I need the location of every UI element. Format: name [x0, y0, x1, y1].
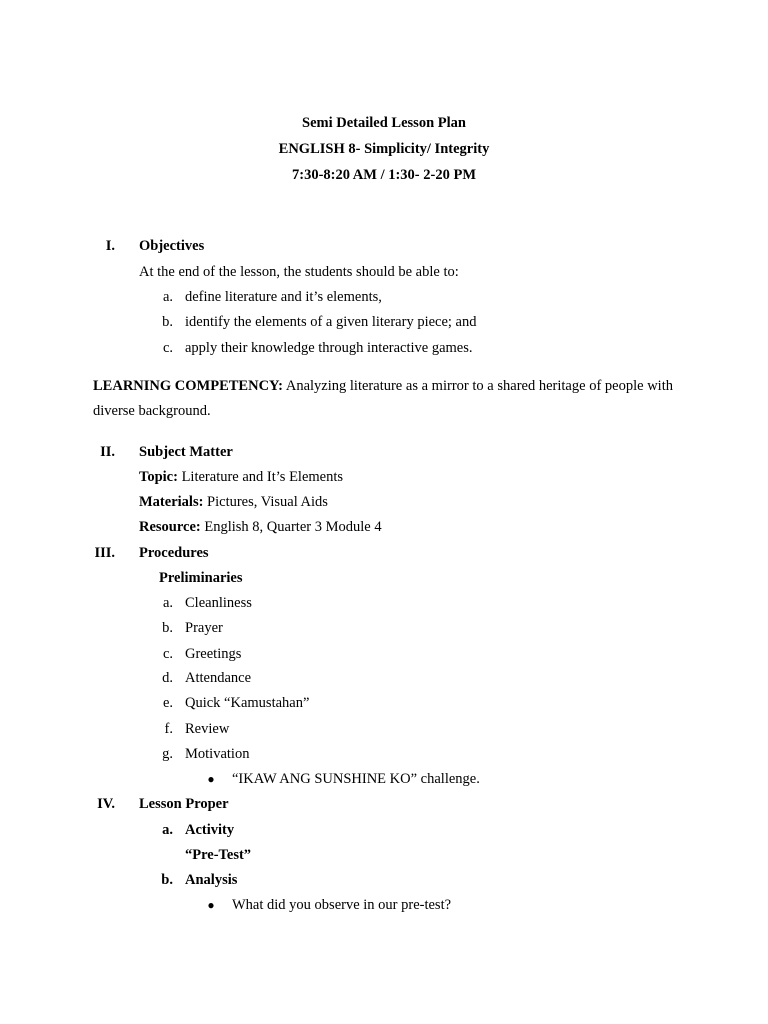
- list-letter: c.: [162, 646, 173, 662]
- section-numeral-4: IV.: [97, 796, 115, 812]
- section-heading-procedures: Procedures: [139, 545, 209, 561]
- section-numeral-3: III.: [94, 545, 115, 561]
- materials-value: Pictures, Visual Aids: [203, 494, 328, 510]
- list-letter: c.: [162, 340, 173, 356]
- list-letter: b.: [162, 620, 173, 636]
- list-item: Cleanliness: [185, 595, 252, 611]
- section-numeral-2: II.: [100, 444, 115, 460]
- list-item: define literature and it’s elements,: [185, 289, 382, 305]
- list-item: Review: [185, 721, 230, 737]
- list-letter: a.: [162, 822, 173, 838]
- motivation-bullet-text: “IKAW ANG SUNSHINE KO” challenge.: [232, 771, 480, 787]
- section-heading-lesson-proper: Lesson Proper: [139, 796, 229, 812]
- materials-label: Materials:: [139, 494, 204, 510]
- document-subject: ENGLISH 8- Simplicity/ Integrity: [278, 141, 490, 157]
- list-item: Attendance: [185, 670, 252, 686]
- resource-value: English 8, Quarter 3 Module 4: [200, 519, 382, 535]
- resource-line: [139, 518, 382, 536]
- list-item: identify the elements of a given literary piece; and: [185, 314, 477, 330]
- list-letter: b.: [162, 314, 173, 330]
- list-letter: e.: [162, 695, 173, 711]
- section-heading-subject-matter: Subject Matter: [139, 444, 233, 460]
- list-letter: a.: [162, 289, 173, 305]
- preliminaries-heading: Preliminaries: [159, 570, 243, 586]
- objectives-intro: At the end of the lesson, the students should be able to:: [139, 264, 459, 280]
- list-letter: b.: [161, 872, 173, 888]
- learning-competency: [93, 374, 673, 424]
- analysis-heading: Analysis: [185, 872, 238, 888]
- competency-label: LEARNING COMPETENCY:: [93, 378, 284, 394]
- competency-text: Analyzing literature as a mirror to a shared heritage of people with diverse background.: [93, 378, 673, 419]
- section-numeral-1: I.: [105, 238, 115, 254]
- list-letter: g.: [162, 746, 173, 762]
- list-letter: a.: [162, 595, 173, 611]
- topic-line: [139, 468, 343, 486]
- bullet-icon: ●: [207, 898, 215, 912]
- list-item: apply their knowledge through interactive games.: [185, 340, 473, 356]
- list-item: Greetings: [185, 646, 242, 662]
- analysis-bullet-text: What did you observe in our pre-test?: [232, 897, 452, 913]
- document-title: Semi Detailed Lesson Plan: [302, 115, 466, 131]
- resource-label: Resource:: [139, 519, 201, 535]
- list-item: Motivation: [185, 746, 250, 762]
- section-heading-objectives: Objectives: [139, 238, 205, 254]
- materials-line: [139, 493, 328, 511]
- list-item: Quick “Kamustahan”: [185, 695, 310, 711]
- list-letter: d.: [162, 670, 173, 686]
- activity-title: “Pre-Test”: [185, 847, 252, 863]
- bullet-icon: ●: [207, 772, 215, 786]
- list-item: Prayer: [185, 620, 223, 636]
- activity-heading: Activity: [185, 822, 235, 838]
- topic-label: Topic:: [139, 469, 178, 485]
- list-letter: f.: [164, 721, 173, 737]
- topic-value: Literature and It’s Elements: [177, 469, 344, 485]
- document-time: 7:30-8:20 AM / 1:30- 2-20 PM: [291, 167, 477, 183]
